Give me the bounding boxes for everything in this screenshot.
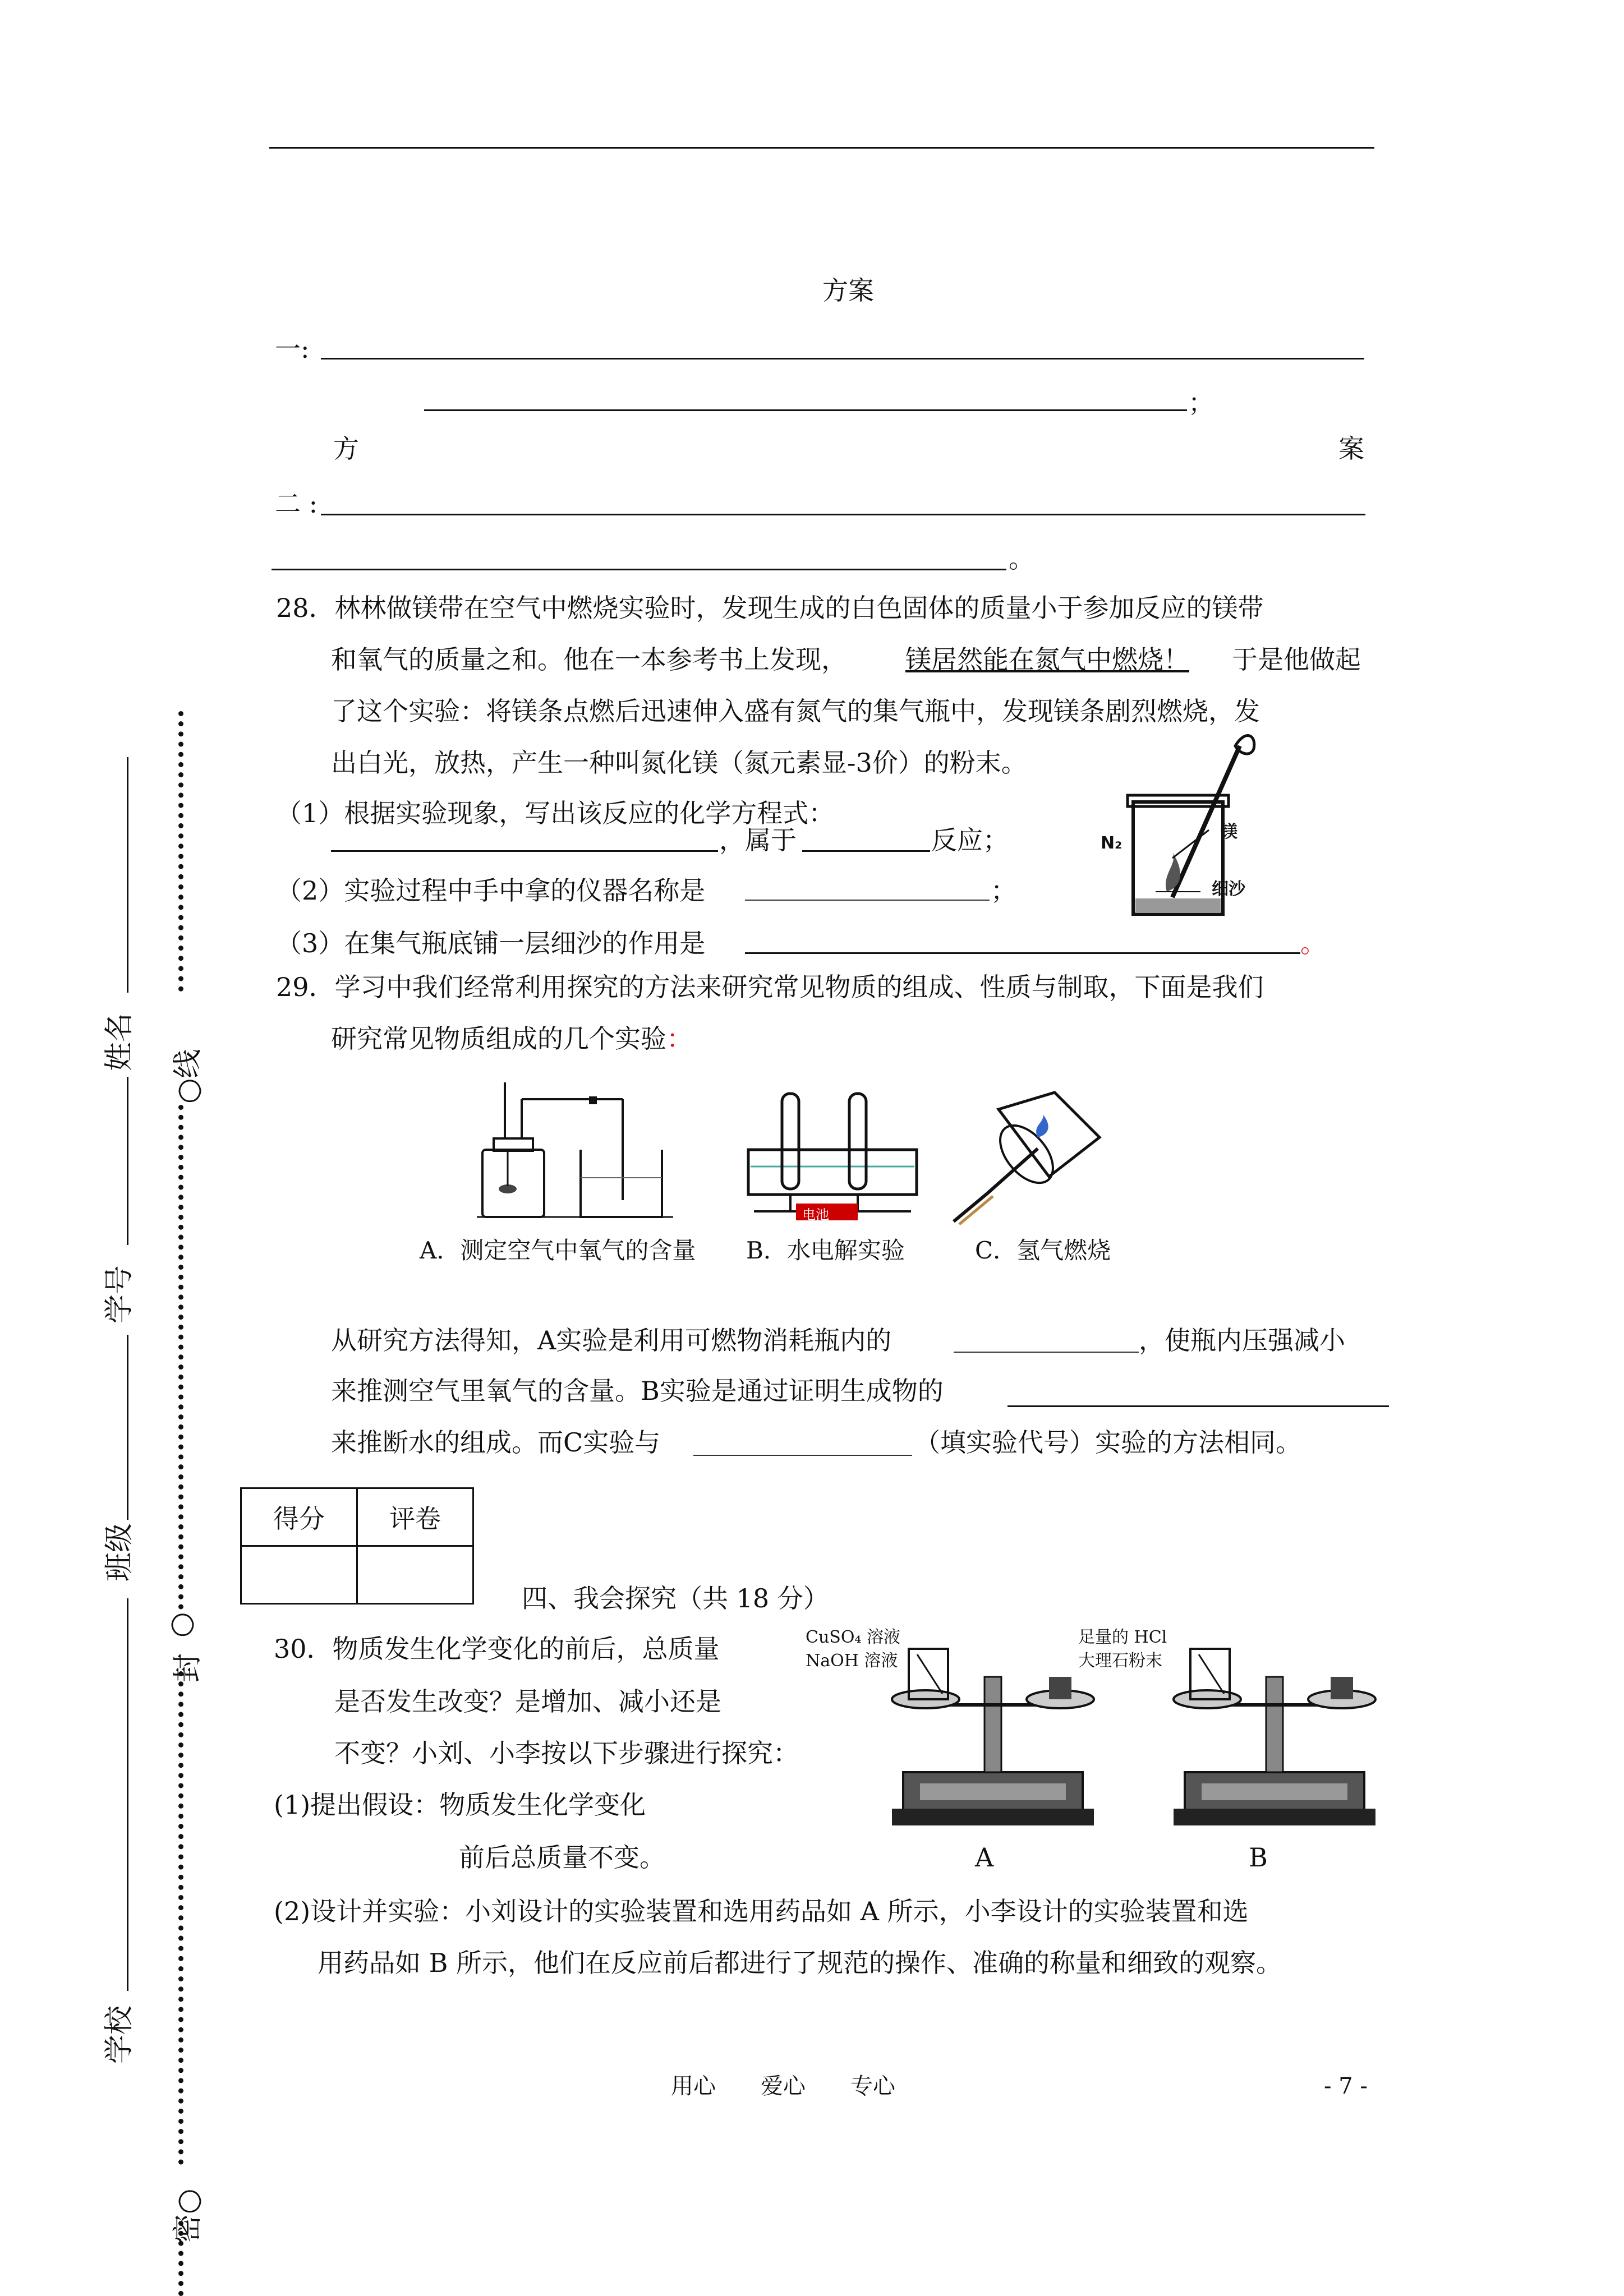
- margin-xuexiao-label: 学校: [103, 2005, 136, 2064]
- q29-p1b: ，使瓶内压强减小: [1139, 1325, 1345, 1356]
- footer-motto: 用心 爱心 专心: [671, 2073, 895, 2099]
- q28-line2b: 镁居然能在氮气中燃烧！: [905, 644, 1189, 675]
- margin-mi: 密○: [171, 2188, 205, 2243]
- q29-p1a: 从研究方法得知，A实验是利用可燃物消耗瓶内的: [331, 1325, 892, 1356]
- plan2-period: 。: [1009, 543, 1034, 574]
- q29-blank-2[interactable]: [1007, 1405, 1389, 1407]
- fig-a-label-2: NaOH 溶液: [806, 1651, 898, 1671]
- q28-fig-n2: N₂: [1101, 833, 1122, 853]
- seal-dotted-line-2: [178, 1105, 183, 1610]
- q28-instrument-blank[interactable]: [745, 900, 990, 901]
- q30-line3: 不变？小刘、小李按以下步骤进行探究：: [334, 1738, 799, 1768]
- oxygen-content-apparatus: [477, 1082, 679, 1223]
- q30-line6: (2)设计并实验：小刘设计的实验装置和选用药品如 A 所示，小李设计的实验装置和选: [274, 1896, 1249, 1926]
- q28-line4: 出白光，放热，产生一种叫氮化镁（氮元素显-3价）的粉末。: [331, 748, 1027, 778]
- plan1-blank-2[interactable]: [424, 409, 1187, 411]
- section-4-title: 四、我会探究（共 18 分）: [522, 1583, 829, 1613]
- q28-equation-blank[interactable]: [331, 850, 718, 852]
- q29-blank-1[interactable]: [954, 1352, 1139, 1353]
- fig-a-label-1: CuSO₄ 溶液: [806, 1628, 900, 1647]
- q30-line5: 前后总质量不变。: [459, 1842, 665, 1873]
- plan2-blank-2[interactable]: [272, 569, 1006, 570]
- q28-line3: 了这个实验：将镁条点燃后迅速伸入盛有氮气的集气瓶中，发现镁条剧烈燃烧，发: [331, 696, 1260, 726]
- plan1-prefix: 一:: [275, 334, 310, 364]
- q28-sub1-mid: ，属于: [719, 825, 797, 855]
- balance-b-label: B: [1249, 1842, 1268, 1873]
- q29-p3a: 来推断水的组成。而C实验与: [331, 1427, 661, 1458]
- grader-cell[interactable]: [357, 1546, 473, 1604]
- q28-sub1-end: 反应；: [931, 825, 1009, 855]
- q30-line1: 30．物质发生化学变化的前后，总质量: [274, 1634, 720, 1664]
- margin-xian: ○线: [171, 1049, 205, 1104]
- margin-feng-circle: ○: [164, 1612, 197, 1638]
- header-rule: [269, 147, 1374, 149]
- plan2-blank-1[interactable]: [321, 514, 1365, 515]
- q28-line2c: 于是他做起: [1232, 644, 1361, 675]
- q29-line2-colon: ：: [666, 1023, 692, 1054]
- score-cell[interactable]: [241, 1546, 357, 1604]
- q28-sub3-end: 。: [1300, 928, 1326, 958]
- q29-line1: 29．学习中我们经常利用探究的方法来研究常见物质的组成、性质与制取，下面是我们: [276, 972, 1264, 1002]
- caption-c: C．氢气燃烧: [975, 1237, 1111, 1264]
- q30-line2: 是否发生改变？是增加、减小还是: [334, 1686, 721, 1717]
- plan-title: 方案: [822, 275, 874, 306]
- q28-fig-mg: 镁: [1221, 822, 1237, 842]
- seal-dotted-line-3: [178, 1671, 183, 2165]
- q28-line1: 28．林林做镁带在空气中燃烧实验时，发现生成的白色固体的质量小于参加反应的镁带: [276, 593, 1264, 623]
- q28-sub1: （1）根据实验现象，写出该反应的化学方程式：: [276, 798, 835, 828]
- margin-banji-line: [127, 1335, 128, 1520]
- q29-p2a: 来推测空气里氧气的含量。B实验是通过证明生成物的: [331, 1376, 944, 1406]
- plan1-blank-1[interactable]: [321, 358, 1364, 359]
- page-number: - 7 -: [1324, 2073, 1368, 2099]
- plan2-an: 案: [1338, 434, 1364, 464]
- q28-fig-sand: 细沙: [1212, 879, 1245, 899]
- battery-label: 电池: [802, 1207, 829, 1223]
- q28-sub3: （3）在集气瓶底铺一层细沙的作用是: [276, 928, 706, 958]
- grader-header: 评卷: [357, 1488, 473, 1546]
- hydrogen-burning-apparatus: [954, 1092, 1122, 1227]
- q28-sub2-end: ；: [991, 875, 1016, 906]
- fig-b-label-1: 足量的 HCl: [1078, 1628, 1167, 1647]
- margin-feng: 封: [171, 1653, 205, 1682]
- score-header: 得分: [241, 1488, 357, 1546]
- seal-dotted-line-1: [178, 711, 183, 992]
- caption-a: A．测定空气中氧气的含量: [420, 1237, 696, 1264]
- water-electrolysis-apparatus: [743, 1094, 928, 1223]
- q28-sand-purpose-blank[interactable]: [745, 952, 1300, 954]
- margin-xuehao-label: 学号: [103, 1265, 136, 1324]
- q29-p3b: （填实验代号）实验的方法相同。: [914, 1427, 1301, 1458]
- margin-xuehao-line: [127, 1077, 128, 1245]
- q29-blank-3[interactable]: [693, 1455, 912, 1456]
- plan2-fang: 方: [333, 434, 359, 464]
- margin-name-line: [127, 757, 128, 993]
- fig-b-label-2: 大理石粉末: [1078, 1651, 1162, 1671]
- q28-line2a: 和氧气的质量之和。他在一本参考书上发现，: [331, 644, 847, 675]
- balance-a-label: A: [975, 1842, 994, 1873]
- caption-b: B．水电解实验: [746, 1237, 905, 1264]
- q29-line2-text: 研究常见物质组成的几个实验: [331, 1023, 666, 1054]
- balance-b-figure: [1168, 1643, 1381, 1828]
- q30-line4: (1)提出假设：物质发生化学变化: [274, 1790, 646, 1820]
- q29-line2: [331, 1022, 692, 1055]
- margin-name-label: 姓名: [103, 1012, 136, 1071]
- score-table: [240, 1487, 474, 1605]
- plan1-semicolon: ；: [1188, 388, 1214, 418]
- q28-reaction-type-blank[interactable]: [802, 850, 930, 852]
- plan2-prefix: 二 :: [275, 488, 318, 519]
- margin-xuexiao-line: [127, 1598, 128, 1991]
- q28-sub2: （2）实验过程中手中拿的仪器名称是: [276, 875, 706, 906]
- margin-banji-label: 班级: [103, 1523, 136, 1582]
- balance-a-figure: [886, 1643, 1099, 1828]
- q30-line7: 用药品如 B 所示，他们在反应前后都进行了规范的操作、准确的称量和细致的观察。: [318, 1948, 1282, 1978]
